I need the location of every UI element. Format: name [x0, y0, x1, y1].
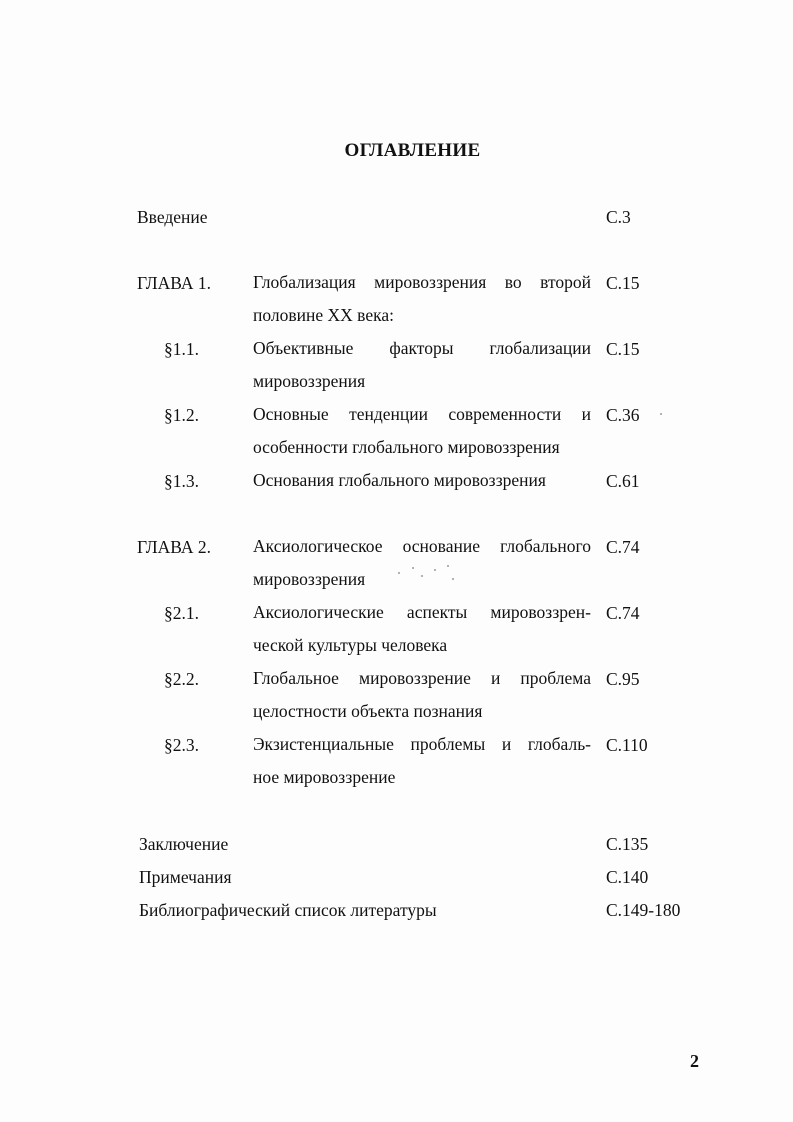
- page-title: ОГЛАВЛЕНИЕ: [344, 140, 481, 161]
- chapter-1-title-line: Глобализация мировоззрения во второй: [253, 272, 591, 292]
- section-2-1-page: С.74: [606, 603, 640, 623]
- scan-speck: [660, 413, 662, 415]
- section-1-1-number: §1.1.: [164, 339, 199, 359]
- section-2-2-page: С.95: [606, 669, 640, 689]
- chapter-2-title-line: Аксиологическое основание глобального: [253, 536, 591, 556]
- section-2-2-number: §2.2.: [164, 669, 199, 689]
- toc-intro-label: Введение: [137, 207, 208, 227]
- section-1-1-title: [253, 332, 591, 398]
- section-2-2-title: [253, 662, 591, 728]
- section-1-3-page: С.61: [606, 471, 640, 491]
- scan-speck: [412, 567, 414, 569]
- section-title-line: особенности глобального мировоззрения: [253, 437, 560, 457]
- chapter-2-title-line: мировоззрения: [253, 569, 366, 589]
- toc-bibliography-page: С.149-180: [606, 900, 681, 920]
- scan-speck: [434, 569, 436, 571]
- section-1-1-page: С.15: [606, 339, 640, 359]
- page-number: 2: [690, 1051, 699, 1071]
- section-1-2-page: С.36: [606, 405, 640, 425]
- toc-bibliography-label: Библиографический список литературы: [139, 900, 437, 920]
- section-title-line: Экзистенциальные проблемы и глобаль-: [253, 734, 591, 754]
- toc-notes-page: С.140: [606, 867, 649, 887]
- section-2-3-page: С.110: [606, 735, 648, 755]
- section-title-line: мировоззрения: [253, 371, 366, 391]
- chapter-1-page: С.15: [606, 273, 640, 293]
- scan-speck: [447, 565, 449, 567]
- scan-speck: [452, 578, 454, 580]
- section-title-line: Основания глобального мировоззрения: [253, 470, 546, 490]
- section-1-2-title: [253, 398, 591, 464]
- toc-conclusion-label: Заключение: [139, 834, 229, 854]
- section-title-line: Основные тенденции современности и: [253, 404, 591, 424]
- section-title-line: целостности объекта познания: [253, 701, 483, 721]
- section-2-3-title: [253, 728, 591, 794]
- section-2-1-number: §2.1.: [164, 603, 199, 623]
- chapter-1-title-line: половине XX века:: [253, 305, 394, 325]
- section-title-line: Аксиологические аспекты мировоззрен-: [253, 602, 591, 622]
- chapter-1-title: [253, 266, 591, 332]
- section-title-line: Глобальное мировоззрение и проблема: [253, 668, 591, 688]
- chapter-2-title: [253, 530, 591, 596]
- toc-intro-page: С.3: [606, 207, 631, 227]
- section-title-line: Объективные факторы глобализации: [253, 338, 591, 358]
- section-title-line: ческой культуры человека: [253, 635, 448, 655]
- section-2-3-number: §2.3.: [164, 735, 199, 755]
- chapter-1-label: ГЛАВА 1.: [137, 273, 212, 293]
- section-1-2-number: §1.2.: [164, 405, 199, 425]
- chapter-2-page: С.74: [606, 537, 640, 557]
- section-2-1-title: [253, 596, 591, 662]
- scan-speck: [421, 575, 423, 577]
- toc-conclusion-page: С.135: [606, 834, 649, 854]
- toc-notes-label: Примечания: [139, 867, 232, 887]
- section-1-3-title: [253, 464, 591, 497]
- scan-speck: [398, 572, 400, 574]
- section-1-3-number: §1.3.: [164, 471, 199, 491]
- section-title-line: ное мировоззрение: [253, 767, 396, 787]
- chapter-2-label: ГЛАВА 2.: [137, 537, 212, 557]
